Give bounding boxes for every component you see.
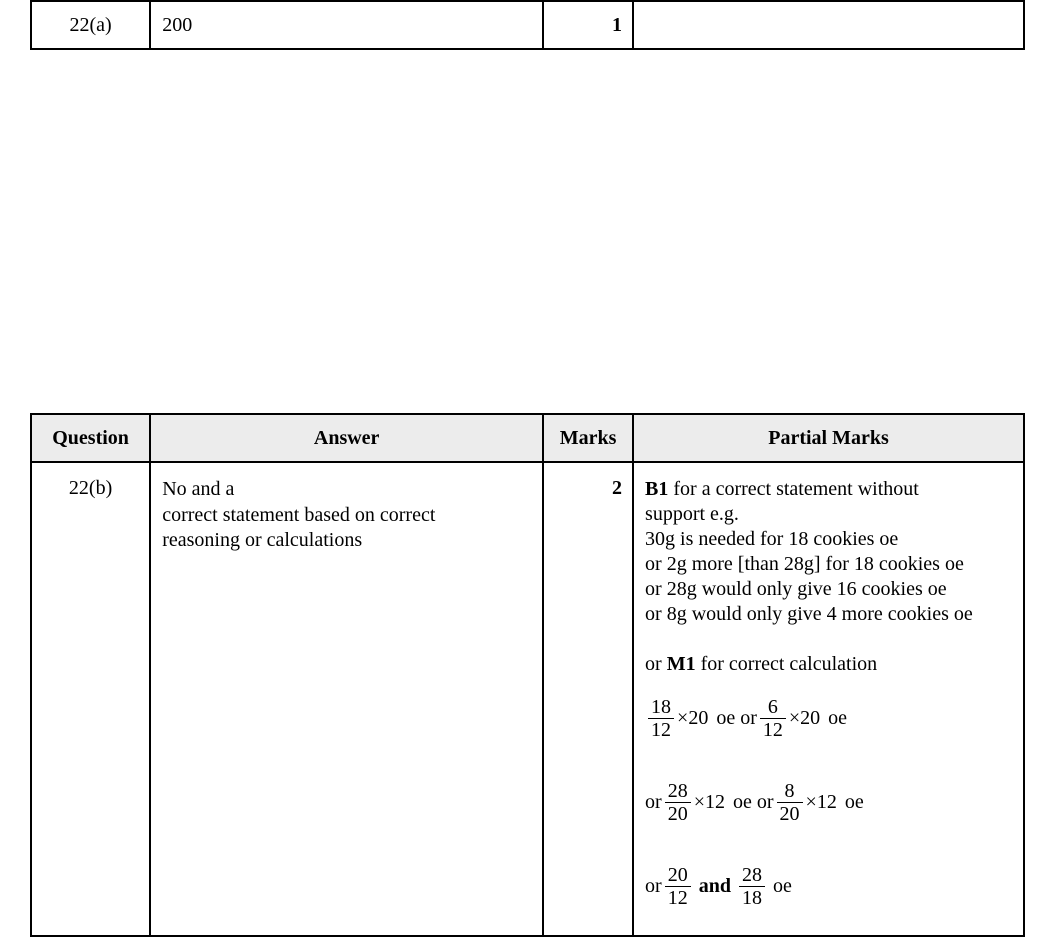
m1-text: for correct calculation [695, 653, 878, 675]
example-line: or 8g would only give 4 more cookies oe [645, 603, 973, 625]
calculation-line-3: or $\frac{20}{12}$ and $\frac{28}{18}$ oe [645, 863, 792, 909]
answer-line: No and a [162, 478, 235, 500]
m1-code: M1 [666, 653, 696, 675]
table-header-row [31, 414, 1024, 462]
fraction: $\frac{28}{18}$ [739, 864, 765, 909]
partial-marks-cell [633, 462, 1024, 936]
b1-text: for a correct statement without [668, 478, 919, 500]
b1-code: B1 [645, 478, 669, 500]
answer-cell: 200 [150, 1, 543, 49]
calculation-line-1: $\frac{18}{12}$ × 20 oe or $\frac{6}{12}$ × 20 oe [645, 693, 1019, 743]
table-row [31, 1, 1024, 49]
fraction: $\frac{6}{12}$ [760, 696, 786, 741]
example-line: or 2g more [than 28g] for 18 cookies oe [645, 553, 964, 575]
partial-marks-cell [633, 1, 1024, 49]
example-line: or 28g would only give 16 cookies oe [645, 578, 947, 600]
marks-cell: 1 [543, 1, 633, 49]
table-row [31, 462, 1024, 936]
answer-cell [150, 462, 543, 936]
fraction: $\frac{20}{12}$ [665, 864, 691, 909]
header-partial-marks: Partial Marks [633, 414, 1024, 462]
header-marks: Marks [543, 414, 633, 462]
example-line: 30g is needed for 18 cookies oe [645, 528, 899, 550]
support-line: support e.g. [645, 503, 739, 525]
b1-line [645, 477, 1019, 502]
question-number: 22(a) [31, 1, 150, 49]
fraction: $\frac{18}{12}$ [648, 696, 674, 741]
fraction: $\frac{8}{20}$ [777, 780, 803, 825]
mark-scheme-row-22a [30, 0, 1025, 50]
answer-line: correct statement based on correct [162, 503, 436, 526]
question-number: 22(b) [31, 462, 150, 936]
header-question: Question [31, 414, 150, 462]
header-answer: Answer [150, 414, 543, 462]
fraction: $\frac{28}{20}$ [665, 780, 691, 825]
answer-line: reasoning or calculations [162, 529, 363, 551]
calculation-line-2: or $\frac{28}{20}$ × 12 oe or $\frac{8}{20}$ × 12 oe [645, 779, 864, 825]
marks-cell: 2 [543, 462, 633, 936]
m1-line: or M1 for correct calculation [645, 653, 878, 675]
mark-scheme-table-22b [30, 413, 1025, 937]
